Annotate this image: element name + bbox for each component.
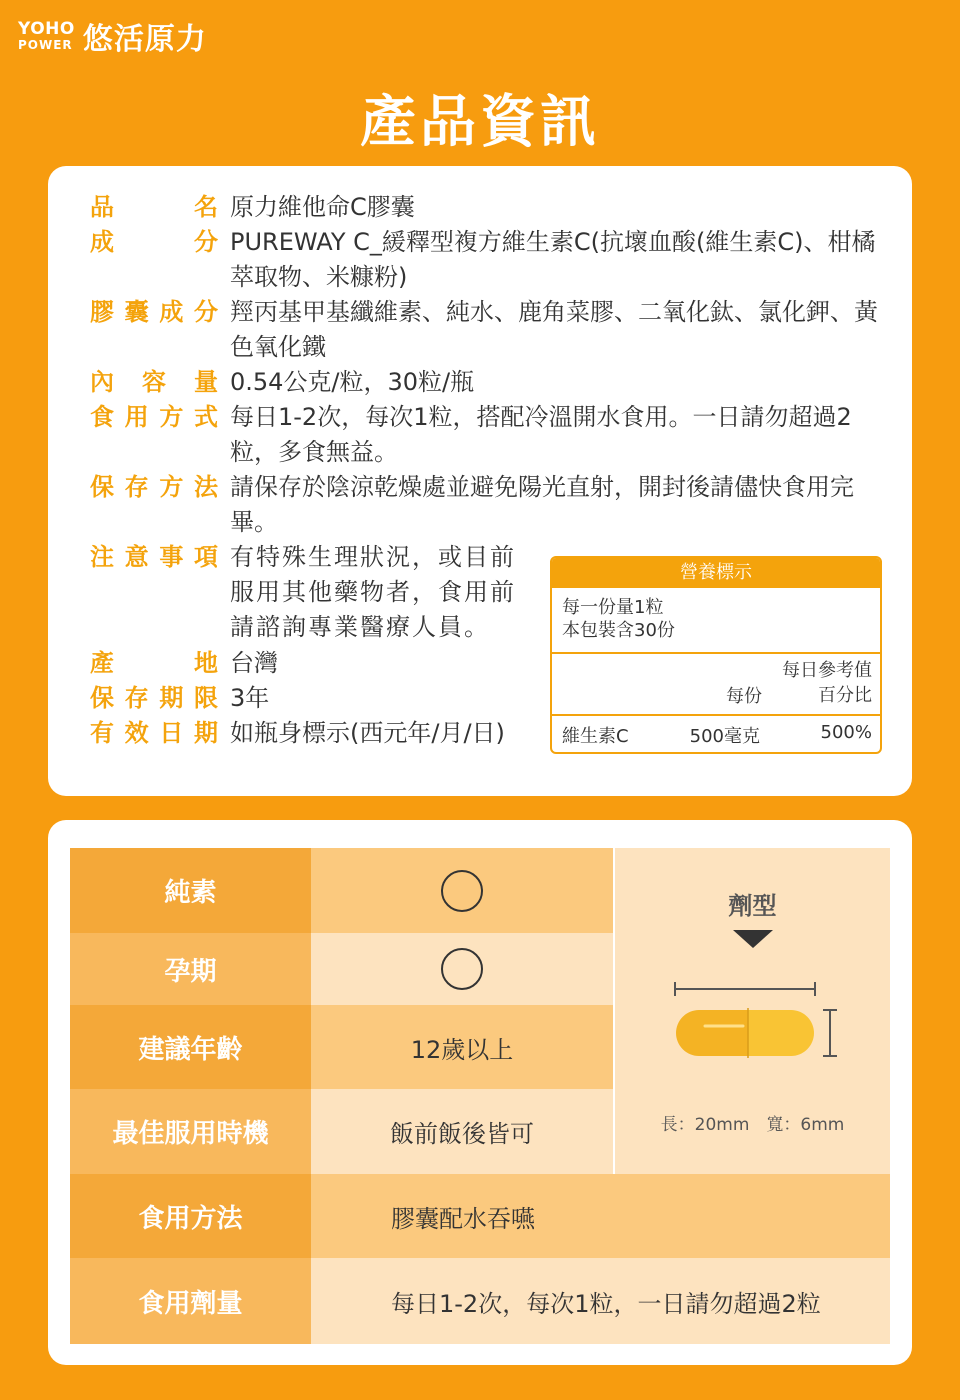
dose-label: 食用劑量 bbox=[70, 1258, 311, 1344]
info-value: 每日1-2次，每次1粒，搭配冷溫開水食用。一日請勿超過2粒，多食無益。 bbox=[230, 403, 852, 466]
nutrition-row bbox=[552, 716, 880, 752]
info-value: 請保存於陰涼乾燥處並避免陽光直射，開封後請儘快食用完畢。 bbox=[230, 473, 854, 536]
info-label: 內 容 量 bbox=[90, 368, 218, 396]
dosage-form-title: 劑型 bbox=[728, 892, 777, 920]
nutrient-name: 維生素C bbox=[562, 726, 629, 747]
info-row-content bbox=[90, 365, 880, 400]
spec-card bbox=[48, 820, 912, 1365]
timing-label: 最佳服用時機 bbox=[70, 1089, 311, 1174]
vegan-label: 純素 bbox=[70, 848, 311, 933]
age-label: 建議年齡 bbox=[70, 1005, 311, 1089]
dose-value: 每日1-2次，每次1粒，一日請勿超過2粒 bbox=[311, 1258, 890, 1344]
info-value: 0.54公克/粒，30粒/瓶 bbox=[230, 368, 475, 396]
logo-mark-line1: YOHO bbox=[18, 19, 75, 39]
info-label: 保 存 方 法 bbox=[90, 473, 218, 501]
method-label: 食用方法 bbox=[70, 1174, 311, 1258]
nutrient-percent: 500% bbox=[820, 722, 872, 743]
info-value: 如瓶身標示(西元年/月/日) bbox=[230, 719, 505, 747]
col-daily-line2: 百分比 bbox=[818, 685, 872, 706]
info-value: 台灣 bbox=[230, 649, 278, 677]
nutrition-title: 營養標示 bbox=[552, 558, 880, 588]
col-daily-value bbox=[782, 658, 872, 708]
info-label: 產 地 bbox=[90, 649, 218, 677]
info-row-capsule bbox=[90, 295, 880, 365]
servings-per-pack: 本包裝含30份 bbox=[562, 620, 675, 641]
info-label: 品 名 bbox=[90, 193, 218, 221]
info-label: 保 存 期 限 bbox=[90, 684, 218, 712]
serving-size: 每一份量1粒 bbox=[562, 597, 664, 618]
timing-value: 飯前飯後皆可 bbox=[311, 1089, 613, 1174]
method-value: 膠囊配水吞嚥 bbox=[311, 1174, 890, 1258]
info-value: 羥丙基甲基纖維素、純水、鹿角菜膠、二氧化鈦、氯化鉀、黃色氧化鐵 bbox=[230, 298, 878, 361]
product-info-card bbox=[48, 166, 912, 796]
page-title: 產品資訊 bbox=[360, 90, 600, 155]
capsule-dimensions: 長：20mm 寬：6mm bbox=[660, 1115, 845, 1135]
vegan-value bbox=[311, 848, 613, 933]
info-label: 成 分 bbox=[90, 228, 218, 256]
logo-name: 悠活原力 bbox=[82, 22, 207, 57]
info-row-ingredients bbox=[90, 225, 880, 295]
nutrition-table bbox=[550, 556, 882, 754]
age-value: 12歲以上 bbox=[311, 1005, 613, 1089]
circle-icon bbox=[441, 870, 483, 912]
info-row-usage bbox=[90, 400, 880, 470]
nutrition-serving bbox=[552, 588, 880, 654]
brand-logo bbox=[18, 14, 207, 58]
info-label: 膠 囊 成 分 bbox=[90, 298, 218, 326]
pregnancy-value bbox=[311, 933, 613, 1005]
info-value: PUREWAY C_緩釋型複方維生素C(抗壞血酸(維生素C)、柑橘萃取物、米糠粉) bbox=[230, 228, 876, 291]
circle-icon bbox=[441, 948, 483, 990]
logo-mark bbox=[18, 21, 75, 51]
info-value: 有特殊生理狀況，或目前服用其他藥物者，食用前請諮詢專業醫療人員。 bbox=[230, 543, 516, 641]
dosage-form-panel bbox=[613, 848, 890, 1174]
nutrition-columns bbox=[552, 654, 880, 716]
info-label: 注 意 事 項 bbox=[90, 543, 218, 571]
col-daily-line1: 每日參考值 bbox=[782, 660, 872, 681]
logo-mark-line2: POWER bbox=[18, 38, 73, 52]
col-per-serving: 每份 bbox=[726, 686, 762, 707]
nutrient-amount: 500毫克 bbox=[689, 726, 760, 747]
info-label: 有 效 日 期 bbox=[90, 719, 218, 747]
info-value: 3年 bbox=[230, 684, 270, 712]
info-row-name bbox=[90, 190, 880, 225]
pregnancy-label: 孕期 bbox=[70, 933, 311, 1005]
info-value: 原力維他命C膠囊 bbox=[230, 193, 415, 221]
spec-grid bbox=[70, 848, 890, 1344]
info-row-storage bbox=[90, 470, 880, 540]
info-label: 食 用 方 式 bbox=[90, 403, 218, 431]
